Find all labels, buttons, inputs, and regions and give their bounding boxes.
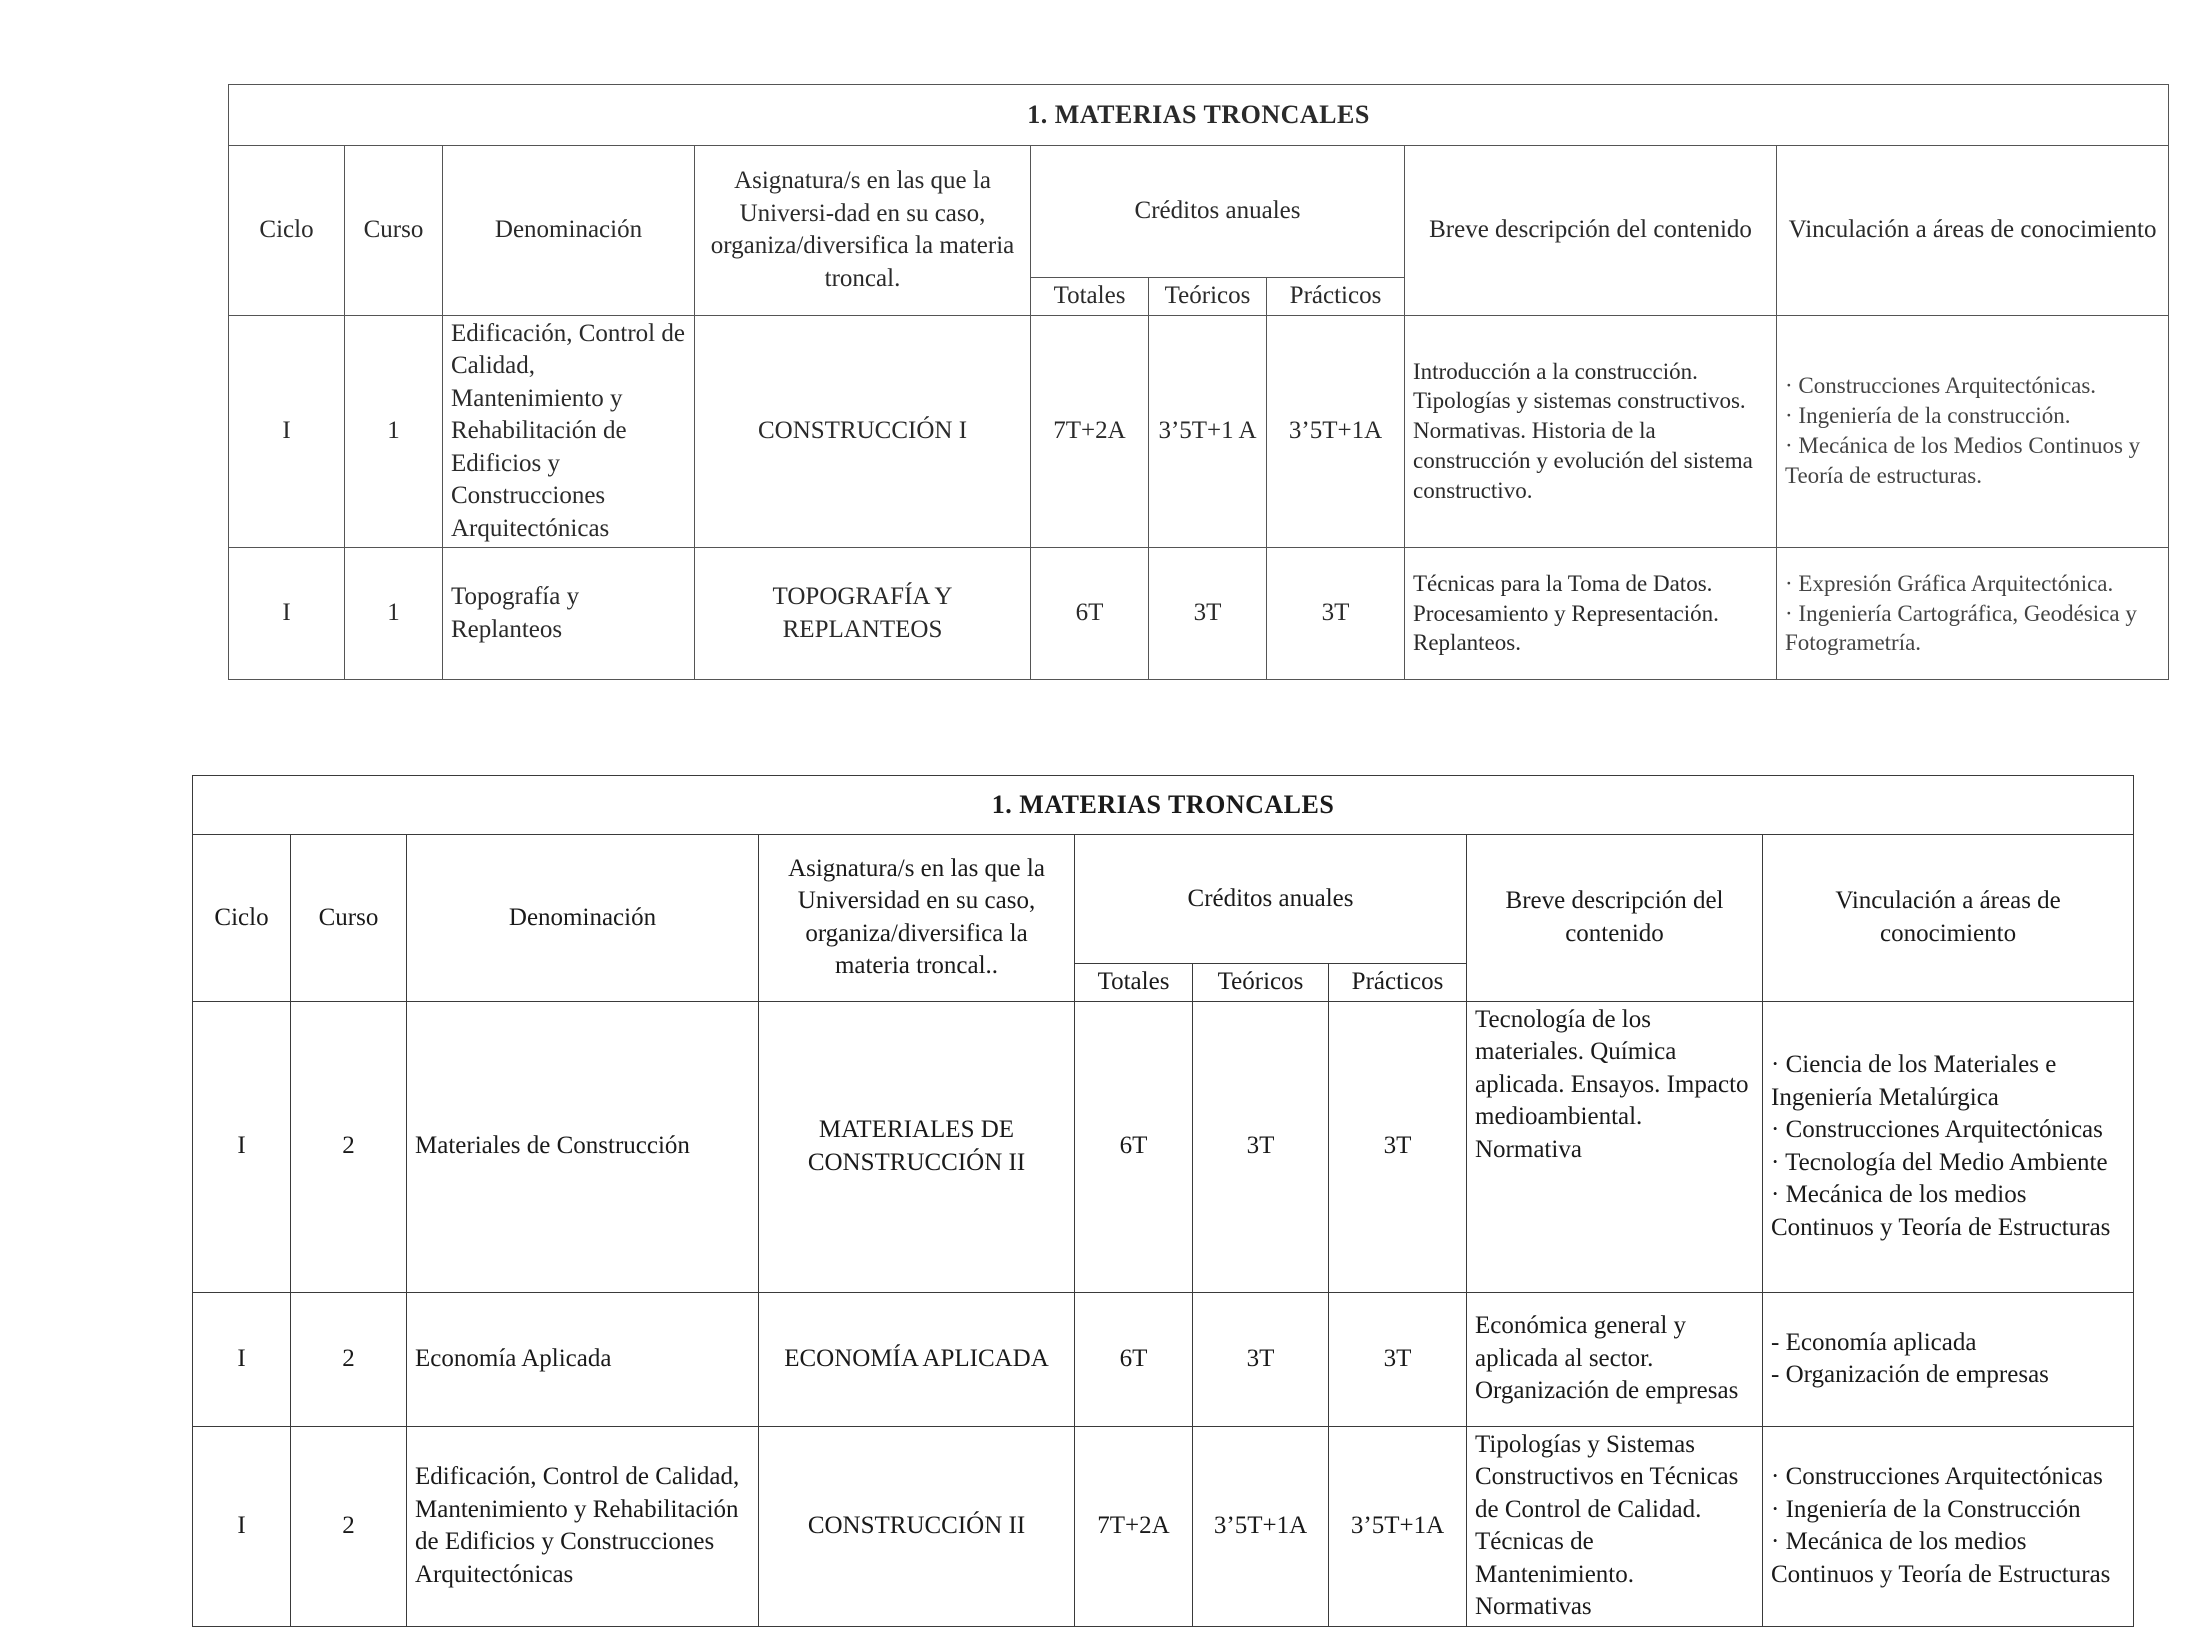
table-row — [193, 1001, 2134, 1292]
cell-ciclo: I — [193, 1426, 291, 1626]
cell-ciclo: I — [193, 1292, 291, 1426]
header-practicos: Prácticos — [1329, 964, 1467, 1002]
cell-curso: 1 — [345, 315, 443, 548]
cell-denominacion: Topografía y Replanteos — [443, 548, 695, 680]
header-totales: Totales — [1075, 964, 1193, 1002]
header-denominacion: Denominación — [443, 146, 695, 316]
cell-asignatura: MATERIALES DE CONSTRUCCIÓN II — [759, 1001, 1075, 1292]
header-ciclo: Ciclo — [229, 146, 345, 316]
header-totales: Totales — [1031, 278, 1149, 316]
header-creditos-anuales: Créditos anuales — [1075, 835, 1467, 964]
header-asignatura: Asignatura/s en las que la Universidad en su caso, organiza/diversifica la materia troncal.. — [759, 835, 1075, 1002]
cell-practicos: 3’5T+1A — [1267, 315, 1405, 548]
cell-ciclo: I — [229, 315, 345, 548]
cell-descripcion: Introducción a la construcción. Tipologías y sistemas constructivos. Normativas. Historia de la construcción y evolución del sistema constructivo. — [1405, 315, 1777, 548]
header-teoricos: Teóricos — [1193, 964, 1329, 1002]
header-curso: Curso — [291, 835, 407, 1002]
cell-practicos: 3T — [1329, 1292, 1467, 1426]
header-ciclo: Ciclo — [193, 835, 291, 1002]
header-descripcion: Breve descripción del contenido — [1467, 835, 1763, 1002]
cell-teoricos: 3T — [1149, 548, 1267, 680]
cell-practicos: 3T — [1267, 548, 1405, 680]
table-title: 1. MATERIAS TRONCALES — [229, 85, 2169, 146]
header-practicos: Prácticos — [1267, 278, 1405, 316]
cell-vinculacion: · Construcciones Arquitectónicas. · Ingeniería de la construcción. · Mecánica de los Medios Continuos y Teoría de estructuras. — [1777, 315, 2169, 548]
cell-descripcion: Tipologías y Sistemas Constructivos en Técnicas de Control de Calidad. Técnicas de Mantenimiento. Normativas — [1467, 1426, 1763, 1626]
table-row — [193, 1292, 2134, 1426]
table-title: 1. MATERIAS TRONCALES — [193, 776, 2134, 835]
header-denominacion: Denominación — [407, 835, 759, 1002]
cell-denominacion: Edificación, Control de Calidad, Mantenimiento y Rehabilitación de Edificios y Construcciones Arquitectónicas — [407, 1426, 759, 1626]
cell-asignatura: TOPOGRAFÍA Y REPLANTEOS — [695, 548, 1031, 680]
cell-practicos: 3’5T+1A — [1329, 1426, 1467, 1626]
cell-teoricos: 3’5T+1 A — [1149, 315, 1267, 548]
cell-vinculacion: · Expresión Gráfica Arquitectónica. · Ingeniería Cartográfica, Geodésica y Fotogrametría. — [1777, 548, 2169, 680]
cell-curso: 2 — [291, 1426, 407, 1626]
cell-teoricos: 3T — [1193, 1292, 1329, 1426]
cell-vinculacion: · Ciencia de los Materiales e Ingeniería Metalúrgica · Construcciones Arquitectónicas · Tecnología del Medio Ambiente · Mecánica de los medios Continuos y Teoría de Estructuras — [1763, 1001, 2134, 1292]
header-teoricos: Teóricos — [1149, 278, 1267, 316]
cell-vinculacion: - Economía aplicada - Organización de empresas — [1763, 1292, 2134, 1426]
cell-denominacion: Economía Aplicada — [407, 1292, 759, 1426]
cell-ciclo: I — [193, 1001, 291, 1292]
header-creditos-anuales: Créditos anuales — [1031, 146, 1405, 278]
cell-teoricos: 3’5T+1A — [1193, 1426, 1329, 1626]
header-curso: Curso — [345, 146, 443, 316]
cell-descripcion: Tecnología de los materiales. Química aplicada. Ensayos. Impacto medioambiental. Normativa — [1467, 1001, 1763, 1292]
cell-totales: 6T — [1075, 1292, 1193, 1426]
header-vinculacion: Vinculación a áreas de conocimiento — [1763, 835, 2134, 1002]
cell-curso: 2 — [291, 1001, 407, 1292]
cell-vinculacion: · Construcciones Arquitectónicas · Ingeniería de la Construcción · Mecánica de los medios Continuos y Teoría de Estructuras — [1763, 1426, 2134, 1626]
cell-denominacion: Edificación, Control de Calidad, Mantenimiento y Rehabilitación de Edificios y Construcciones Arquitectónicas — [443, 315, 695, 548]
cell-practicos: 3T — [1329, 1001, 1467, 1292]
cell-totales: 7T+2A — [1075, 1426, 1193, 1626]
cell-descripcion: Económica general y aplicada al sector. Organización de empresas — [1467, 1292, 1763, 1426]
cell-ciclo: I — [229, 548, 345, 680]
cell-asignatura: CONSTRUCCIÓN I — [695, 315, 1031, 548]
header-asignatura: Asignatura/s en las que la Universi-dad en su caso, organiza/diversifica la materia troncal. — [695, 146, 1031, 316]
cell-totales: 6T — [1031, 548, 1149, 680]
cell-totales: 7T+2A — [1031, 315, 1149, 548]
materias-troncales-table-2 — [192, 775, 2134, 1627]
table-row — [229, 548, 2169, 680]
cell-denominacion: Materiales de Construcción — [407, 1001, 759, 1292]
cell-asignatura: CONSTRUCCIÓN II — [759, 1426, 1075, 1626]
cell-curso: 1 — [345, 548, 443, 680]
cell-curso: 2 — [291, 1292, 407, 1426]
header-vinculacion: Vinculación a áreas de conocimiento — [1777, 146, 2169, 316]
header-descripcion: Breve descripción del contenido — [1405, 146, 1777, 316]
cell-teoricos: 3T — [1193, 1001, 1329, 1292]
cell-totales: 6T — [1075, 1001, 1193, 1292]
table-row — [229, 315, 2169, 548]
table-row — [193, 1426, 2134, 1626]
materias-troncales-table-1 — [228, 84, 2169, 680]
cell-descripcion: Técnicas para la Toma de Datos. Procesamiento y Representación. Replanteos. — [1405, 548, 1777, 680]
cell-asignatura: ECONOMÍA APLICADA — [759, 1292, 1075, 1426]
